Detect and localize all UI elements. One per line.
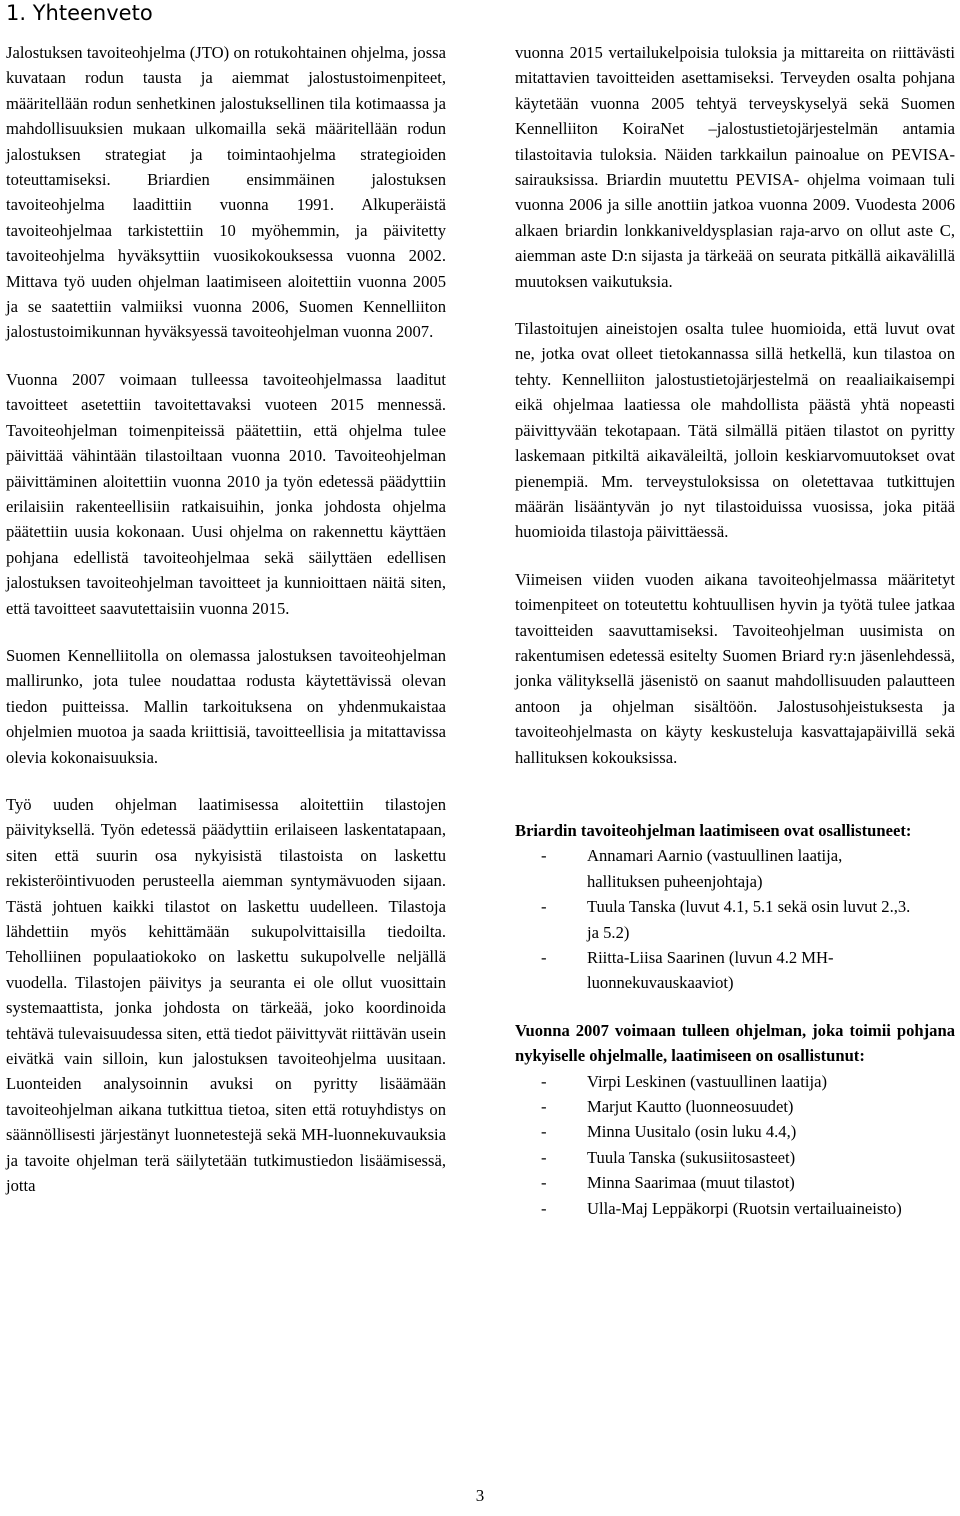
list-item: - Annamari Aarnio (vastuullinen laatija, hallituksen puheenjohtaja) (541, 843, 955, 894)
paragraph-comparable-results: vuonna 2015 vertailukelpoisia tuloksia ja mittareita on riittävästi mitattavien tavoitteiden asettamiseksi. Terveyden osalta pohjana käytetään vuonna 2005 tehtyä terveyskyselyä sekä Suomen Kennelliiton KoiraNet –jalostustietojärjestelmän antamia tilastoitavia tuloksia. Näiden tarkkailun painoalue on PEVISA-sairauksissa. Briardin muutettu PEVISA- ohjelma voimaan tuli vuonna 2006 ja sille anottiin jatkoa vuonna 2009. Vuodesta 2006 alkaen briardin lonkkaniveldysplasian raja-arvo on ollut aste C, aiemman aste D:n sijasta ja tärkeää on seurata pitkällä aikavälillä muutoksen vaikutuksia. (515, 43, 955, 291)
list-item: - Tuula Tanska (luvut 4.1, 5.1 sekä osin luvut 2.,3. ja 5.2) (541, 894, 955, 945)
list-item: - Ulla-Maj Leppäkorpi (Ruotsin vertailuaineisto) (541, 1196, 955, 1221)
contributors-2007-title: Vuonna 2007 voimaan tulleen ohjelman, joka toimii pohjana nykyiselle ohjelmalle, laatimiseen on osallistunut: (515, 1020, 955, 1066)
paragraph-statistics-note: Tilastoitujen aineistojen osalta tulee huomioida, että luvut ovat ne, jotka ovat olleet tietokannassa sillä hetkellä, kun tilastoa on tehty. Kennelliiton jalostustietojärjestelmä on reaaliaikaisempi eikä ohjelmaa laatiessa ole mahdollista päästä yhtä nopeasti päivittyvään tekotapaan. Tätä silmällä pitäen tilastot on pyritty laskemaan pitkiltä aikaväleiltä, jolloin keskiarvomuutokset ovat pienempiä. Mm. terveystuloksissa on oletettavaa tutkittujen määrän lisääntyvän jo nyt tilastoiduissa vuosissa, joka pitää huomioida tilastoja päivittäessä. (515, 319, 955, 542)
paragraph-intro: Jalostuksen tavoiteohjelma (JTO) on rotukohtainen ohjelma, jossa kuvataan rodun tausta ja aiemmat jalostustoimenpiteet, määritellään rodun senhetkinen jalostuksellinen tila kotimaassa ja mahdollisuuksien mukaan ulkomailla sekä määritellään rodun jalostuksen strategiat ja toimintaohjelma strategioiden toteuttamiseksi. Briardien ensimmäinen jalostuksen tavoiteohjelma laadittiin vuonna 1991. Alkuperäistä tavoiteohjelmaa tarkistettiin 10 myöhemmin, ja päivitetty tavoiteohjelma hyväksyttiin vuosikokouksessa vuonna 2002. Mittava työ uuden ohjelman laatimiseen aloitettiin vuonna 2005 ja se saatettiin valmiiksi vuonna 2006, Suomen Kennelliiton jalostustoimikunnan hyväksyessä tavoiteohjelman vuonna 2007. (6, 43, 446, 342)
contributors-current-title: Briardin tavoiteohjelman laatimiseen ovat osallistuneet: (515, 820, 912, 840)
paragraph-last-five-years: Viimeisen viiden vuoden aikana tavoiteohjelmassa määritetyt toimenpiteet on toteutettu kohtuullisen hyvin ja työtä tulee jatkaa tavoitteiden saavuttamiseksi. Tavoiteohjelman uusimista on rakentumisen edetessä esitelty Suomen Briard ry:n jäsenlehdessä, jonka välityksellä jäsenistö on saanut mahdollisuuden palautteen antoon ja ohjelman sisältöön. Jalostusohjeistuksesta ja tavoiteohjelmasta on käyty keskusteluja kasvattajapäivillä sekä hallituksen kokouksissa. (515, 569, 955, 767)
page-title: 1. Yhteenveto (6, 1, 153, 25)
list-item: - Minna Saarimaa (muut tilastot) (541, 1170, 955, 1195)
contributors-2007 (515, 1018, 955, 1221)
page-number: 3 (475, 1486, 485, 1505)
list-item: - Virpi Leskinen (vastuullinen laatija) (541, 1069, 955, 1094)
list-item: - Tuula Tanska (sukusiitosasteet) (541, 1145, 955, 1170)
paragraph-statistics-work: Työ uuden ohjelman laatimisessa aloitettiin tilastojen päivityksellä. Työn edetessä päädyttiin erilaiseen laskentatapaan, siten että suurin osa nykyisistä tilastoista on laskettu rekisteröintivuoden perusteella aiemman syntymävuoden sijaan. Tästä johtuen kaikki tilastot on laskettu uudelleen. Tilastoja lähdettiin myös kehittämään sukupolvittaisilla tiedoilta. Teholliinen populaatiokoko on laskettu sukupolvelle neljällä vuodella. Tilastojen päivitys ja seuranta ei ole ollut vuosittain systemaattista, jonka johdosta on tärkeää, joko koordinoida tehtävä tulevaisuudessa siten, että tiedot päivittyvät riittävän usein eivätkä vain silloin, kun jalostuksen tavoiteohjelma uusitaan. Luonteiden analysoinnin avuksi on pyritty lisäämään tavoiteohjelman aikana tutkittua tietoa, siten että rotuyhdistys on säännöllisesti järjestänyt luonnetestejä sekä MH-luonnekuvauksia ja tavoite ohjelman terä säilytetään tutkimustiedon lisäämisessä, jotta (6, 794, 446, 1196)
list-item: - Riitta-Liisa Saarinen (luvun 4.2 MH-luonnekuvauskaaviot) (541, 945, 955, 996)
contributors-2007-list (515, 1069, 955, 1221)
contributors-current (515, 818, 955, 996)
list-item: - Minna Uusitalo (osin luku 4.4,) (541, 1119, 955, 1144)
paragraph-2007-goals: Vuonna 2007 voimaan tulleessa tavoiteohjelmassa laaditut tavoitteet asetettiin tavoitettavaksi vuoteen 2015 mennessä. Tavoiteohjelman toimenpiteissä päätettiin, että ohjelma tulee päivittää vähintään tilastoiltaan vuonna 2010. Tavoiteohjelman päivittäminen aloitettiin vuonna 2010 ja työn edetessä päädyttiin erilaisiin rakenteellisiin ratkaisuihin, jonka johdosta ohjelma päätettiin uusia kokonaan. Uusi ohjelma on rakennettu käyttäen pohjana edellistä tavoiteohjelmaa sekä säilyttäen edellisen jalostuksen tavoiteohjelman tavoitteet ja kunnioittaen näitä siten, että tavoitteet saavutettaisiin vuonna 2015. (6, 369, 446, 618)
left-column (6, 40, 446, 1198)
right-column (515, 40, 955, 1221)
list-item: - Marjut Kautto (luonneosuudet) (541, 1094, 955, 1119)
paragraph-template: Suomen Kennelliitolla on olemassa jalostuksen tavoiteohjelman mallirunko, jota tulee noudattaa rodusta käytettävissä olevan tiedon puitteissa. Mallin tarkoituksena on yhdenmukaistaa ohjelmien muotoa ja saada kriittisiä, tavoitteellisia ja mitattavissa olevia kokonaisuuksia. (6, 645, 446, 767)
contributors-current-list (515, 843, 955, 995)
